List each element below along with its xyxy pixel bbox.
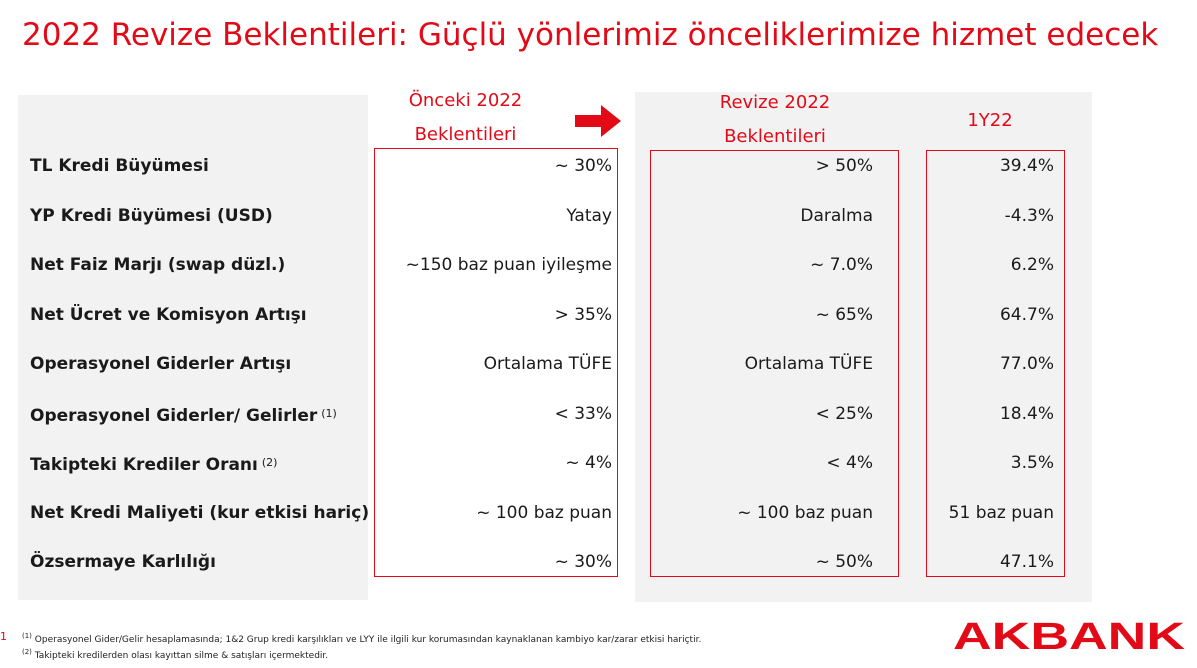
previous-value: ~ 4%: [565, 453, 612, 473]
row-footnote-mark: (1): [321, 407, 337, 420]
previous-header-line1: Önceki 2022: [408, 90, 523, 111]
row-label-text: Operasyonel Giderler/ Gelirler: [30, 406, 318, 426]
previous-value: ~ 30%: [554, 156, 612, 176]
row-label-text: YP Kredi Büyümesi (USD): [30, 206, 273, 226]
actual-value: 39.4%: [999, 156, 1054, 176]
revised-value: < 25%: [815, 404, 873, 424]
actual-value: 18.4%: [999, 404, 1054, 424]
revised-value: Ortalama TÜFE: [744, 354, 873, 374]
footnote-1: [22, 630, 701, 646]
footnote-2-mark: (2): [22, 648, 32, 656]
revised-value: ~ 65%: [815, 305, 873, 325]
actual-value: -4.3%: [1004, 206, 1054, 226]
actual-header: 1Y22: [967, 110, 1013, 131]
row-label: [30, 204, 273, 228]
row-label-text: Net Ücret ve Komisyon Artışı: [30, 305, 307, 325]
row-footnote-mark: (2): [261, 456, 278, 469]
row-label: [30, 154, 209, 178]
actual-value: 77.0%: [999, 354, 1054, 374]
row-label: [30, 253, 285, 277]
footnote-1-mark: (1): [22, 632, 32, 640]
revised-value: ~ 50%: [815, 552, 873, 572]
previous-value: ~ 100 baz puan: [476, 503, 612, 523]
revised-header-line2: Beklentileri: [724, 126, 826, 147]
previous-value: Yatay: [566, 206, 612, 226]
row-label: [30, 501, 369, 525]
actual-value: 64.7%: [999, 305, 1054, 325]
revised-header: [690, 86, 860, 154]
page-title: 2022 Revize Beklentileri: Güçlü yönlerimiz önceliklerimize hizmet edecek: [22, 17, 1159, 53]
footnote-2-text: Takipteki kredilerden olası kayıttan silme & satışları içermektedir.: [34, 651, 329, 661]
akbank-logo-text: AKBANK: [953, 617, 1186, 655]
footnote-1-text: Operasyonel Gider/Gelir hesaplamasında; 1&2 Grup kredi karşılıkları ve LYY ile ilgili kur korumasından kaynaklanan kambiyo kar/zarar etkisi hariçtir.: [34, 635, 702, 645]
row-label-text: Net Faiz Marjı (swap düzl.): [30, 255, 286, 275]
row-label-text: Net Kredi Maliyeti (kur etkisi hariç): [30, 503, 370, 523]
row-label: [30, 303, 307, 327]
row-label: [30, 352, 291, 376]
row-label-text: Operasyonel Giderler Artışı: [30, 354, 292, 374]
revised-value: > 50%: [815, 156, 873, 176]
previous-value: ~ 30%: [554, 552, 612, 572]
row-label-text: Özsermaye Karlılığı: [30, 552, 216, 572]
row-label-text: Takipteki Krediler Oranı: [30, 455, 258, 475]
previous-value: > 35%: [554, 305, 612, 325]
revised-value: ~ 7.0%: [810, 255, 873, 275]
row-label: [30, 451, 277, 477]
footnotes: [22, 630, 701, 662]
actual-value: 3.5%: [1010, 453, 1054, 473]
right-arrow-icon: [575, 105, 623, 137]
previous-value: ~150 baz puan iyileşme: [405, 255, 612, 275]
row-label: [30, 550, 216, 574]
revised-value: Daralma: [800, 206, 873, 226]
actual-value: 51 baz puan: [948, 503, 1054, 523]
page-number: 1: [0, 630, 7, 643]
previous-header-line2: Beklentileri: [414, 124, 517, 145]
actual-value: 6.2%: [1010, 255, 1054, 275]
revised-value: ~ 100 baz puan: [737, 503, 873, 523]
previous-value: Ortalama TÜFE: [483, 354, 612, 374]
row-label: [30, 402, 337, 428]
previous-header: [378, 84, 553, 152]
akbank-logo: [953, 617, 1187, 655]
actual-value: 47.1%: [999, 552, 1054, 572]
row-label-text: TL Kredi Büyümesi: [30, 156, 209, 176]
previous-value: < 33%: [554, 404, 612, 424]
revised-value: < 4%: [826, 453, 873, 473]
revised-header-line1: Revize 2022: [719, 92, 831, 113]
footnote-2: [22, 646, 701, 662]
